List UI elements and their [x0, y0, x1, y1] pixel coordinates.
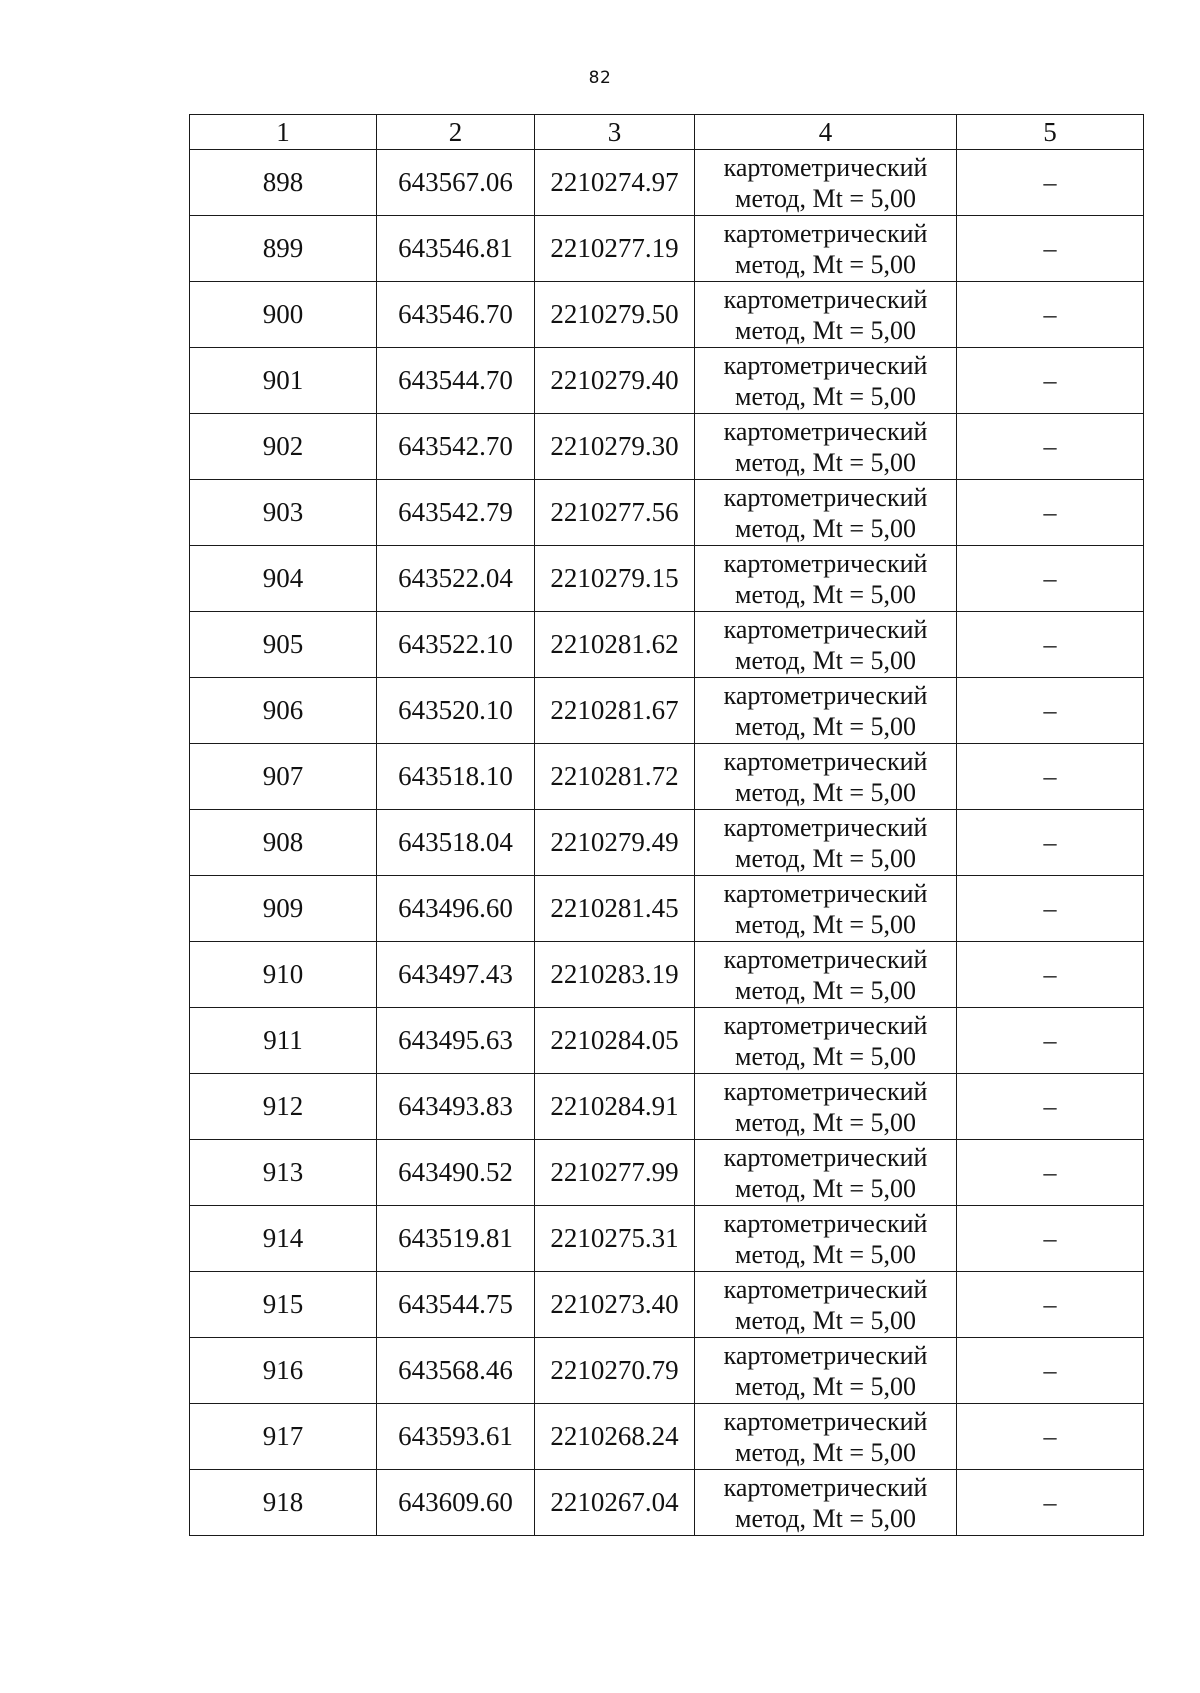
note-cell: – [957, 1074, 1144, 1140]
page-number: 82 [588, 68, 612, 88]
point-number: 909 [190, 876, 377, 942]
method-line-1: картометрический [723, 812, 928, 842]
table-row [190, 1338, 1144, 1404]
method-cell [695, 546, 957, 612]
method-cell [695, 414, 957, 480]
point-number: 916 [190, 1338, 377, 1404]
note-cell: – [957, 348, 1144, 414]
table-row [190, 1206, 1144, 1272]
table-header [190, 115, 1144, 150]
note-cell: – [957, 1272, 1144, 1338]
coordinate-y: 2210281.67 [535, 678, 695, 744]
note-cell: – [957, 810, 1144, 876]
method-line-1: картометрический [723, 218, 928, 248]
table-row [190, 1272, 1144, 1338]
method-line-1: картометрический [723, 614, 928, 644]
point-number: 906 [190, 678, 377, 744]
method-line-1: картометрический [723, 1406, 928, 1436]
coordinate-y: 2210268.24 [535, 1404, 695, 1470]
method-cell [695, 1272, 957, 1338]
table-row [190, 480, 1144, 546]
coordinate-y: 2210277.56 [535, 480, 695, 546]
note-cell: – [957, 480, 1144, 546]
point-number: 917 [190, 1404, 377, 1470]
coordinate-x: 643568.46 [377, 1338, 535, 1404]
table-row [190, 414, 1144, 480]
point-number: 912 [190, 1074, 377, 1140]
point-number: 907 [190, 744, 377, 810]
method-line-2: метод, Mt = 5,00 [735, 1107, 916, 1137]
coordinate-y: 2210277.19 [535, 216, 695, 282]
header-row [190, 115, 1144, 150]
coordinate-x: 643496.60 [377, 876, 535, 942]
coordinate-x: 643493.83 [377, 1074, 535, 1140]
method-cell [695, 810, 957, 876]
coordinate-y: 2210284.05 [535, 1008, 695, 1074]
method-line-2: метод, Mt = 5,00 [735, 1041, 916, 1071]
method-line-2: метод, Mt = 5,00 [735, 975, 916, 1005]
method-cell [695, 1338, 957, 1404]
method-line-2: метод, Mt = 5,00 [735, 315, 916, 345]
header-col-2: 2 [377, 115, 535, 150]
coordinate-y: 2210267.04 [535, 1470, 695, 1536]
coordinates-table [189, 114, 1144, 1536]
method-line-1: картометрический [723, 1274, 928, 1304]
method-cell [695, 942, 957, 1008]
coordinate-x: 643519.81 [377, 1206, 535, 1272]
coordinate-y: 2210279.15 [535, 546, 695, 612]
header-col-1: 1 [190, 115, 377, 150]
coordinate-x: 643490.52 [377, 1140, 535, 1206]
point-number: 911 [190, 1008, 377, 1074]
point-number: 908 [190, 810, 377, 876]
table-body [190, 150, 1144, 1536]
coordinate-x: 643593.61 [377, 1404, 535, 1470]
method-cell [695, 348, 957, 414]
method-line-2: метод, Mt = 5,00 [735, 447, 916, 477]
method-line-1: картометрический [723, 746, 928, 776]
method-line-1: картометрический [723, 878, 928, 908]
method-line-2: метод, Mt = 5,00 [735, 1437, 916, 1467]
method-line-2: метод, Mt = 5,00 [735, 1173, 916, 1203]
coordinate-x: 643520.10 [377, 678, 535, 744]
method-line-1: картометрический [723, 1340, 928, 1370]
method-line-2: метод, Mt = 5,00 [735, 909, 916, 939]
coordinate-x: 643567.06 [377, 150, 535, 216]
method-line-1: картометрический [723, 680, 928, 710]
method-line-2: метод, Mt = 5,00 [735, 183, 916, 213]
method-line-1: картометрический [723, 284, 928, 314]
point-number: 901 [190, 348, 377, 414]
note-cell: – [957, 150, 1144, 216]
method-cell [695, 1074, 957, 1140]
note-cell: – [957, 414, 1144, 480]
method-line-2: метод, Mt = 5,00 [735, 711, 916, 741]
coordinate-x: 643522.04 [377, 546, 535, 612]
coordinate-y: 2210284.91 [535, 1074, 695, 1140]
method-line-2: метод, Mt = 5,00 [735, 513, 916, 543]
method-line-1: картометрический [723, 350, 928, 380]
table-row [190, 612, 1144, 678]
point-number: 902 [190, 414, 377, 480]
method-cell [695, 1206, 957, 1272]
method-line-1: картометрический [723, 1076, 928, 1106]
note-cell: – [957, 546, 1144, 612]
table-row [190, 546, 1144, 612]
method-line-2: метод, Mt = 5,00 [735, 1305, 916, 1335]
method-line-1: картометрический [723, 152, 928, 182]
coordinate-x: 643495.63 [377, 1008, 535, 1074]
coordinate-x: 643546.70 [377, 282, 535, 348]
coordinate-x: 643609.60 [377, 1470, 535, 1536]
method-line-2: метод, Mt = 5,00 [735, 1371, 916, 1401]
table-row [190, 1140, 1144, 1206]
table-row [190, 1470, 1144, 1536]
method-cell [695, 1140, 957, 1206]
coordinate-y: 2210275.31 [535, 1206, 695, 1272]
coordinate-y: 2210279.40 [535, 348, 695, 414]
coordinate-y: 2210279.49 [535, 810, 695, 876]
note-cell: – [957, 678, 1144, 744]
method-cell [695, 480, 957, 546]
coordinate-x: 643497.43 [377, 942, 535, 1008]
point-number: 915 [190, 1272, 377, 1338]
note-cell: – [957, 744, 1144, 810]
note-cell: – [957, 1338, 1144, 1404]
coordinate-y: 2210277.99 [535, 1140, 695, 1206]
method-cell [695, 150, 957, 216]
method-cell [695, 216, 957, 282]
method-line-1: картометрический [723, 416, 928, 446]
coordinate-y: 2210279.50 [535, 282, 695, 348]
method-line-1: картометрический [723, 548, 928, 578]
point-number: 903 [190, 480, 377, 546]
table-row [190, 942, 1144, 1008]
coordinate-x: 643542.79 [377, 480, 535, 546]
point-number: 900 [190, 282, 377, 348]
method-line-2: метод, Mt = 5,00 [735, 1503, 916, 1533]
method-cell [695, 1404, 957, 1470]
coordinate-x: 643542.70 [377, 414, 535, 480]
note-cell: – [957, 1008, 1144, 1074]
coordinate-y: 2210274.97 [535, 150, 695, 216]
coordinate-x: 643544.70 [377, 348, 535, 414]
point-number: 910 [190, 942, 377, 1008]
method-line-1: картометрический [723, 1472, 928, 1502]
table-row [190, 348, 1144, 414]
table-row [190, 1008, 1144, 1074]
method-line-2: метод, Mt = 5,00 [735, 249, 916, 279]
coordinate-x: 643518.10 [377, 744, 535, 810]
method-cell [695, 1470, 957, 1536]
method-line-2: метод, Mt = 5,00 [735, 777, 916, 807]
table-row [190, 678, 1144, 744]
table-row [190, 810, 1144, 876]
note-cell: – [957, 876, 1144, 942]
table-row [190, 1404, 1144, 1470]
header-col-5: 5 [957, 115, 1144, 150]
method-line-2: метод, Mt = 5,00 [735, 381, 916, 411]
table-row [190, 216, 1144, 282]
point-number: 918 [190, 1470, 377, 1536]
coordinate-y: 2210273.40 [535, 1272, 695, 1338]
coordinate-y: 2210281.62 [535, 612, 695, 678]
method-line-2: метод, Mt = 5,00 [735, 645, 916, 675]
method-line-2: метод, Mt = 5,00 [735, 1239, 916, 1269]
point-number: 905 [190, 612, 377, 678]
note-cell: – [957, 612, 1144, 678]
coordinate-x: 643544.75 [377, 1272, 535, 1338]
note-cell: – [957, 1404, 1144, 1470]
method-cell [695, 876, 957, 942]
coordinate-y: 2210283.19 [535, 942, 695, 1008]
point-number: 898 [190, 150, 377, 216]
table-row [190, 744, 1144, 810]
table-row [190, 1074, 1144, 1140]
method-line-2: метод, Mt = 5,00 [735, 579, 916, 609]
header-col-3: 3 [535, 115, 695, 150]
note-cell: – [957, 1206, 1144, 1272]
point-number: 913 [190, 1140, 377, 1206]
table-row [190, 150, 1144, 216]
note-cell: – [957, 1470, 1144, 1536]
method-cell [695, 282, 957, 348]
method-line-1: картометрический [723, 1010, 928, 1040]
table-row [190, 282, 1144, 348]
point-number: 899 [190, 216, 377, 282]
note-cell: – [957, 216, 1144, 282]
coordinate-y: 2210279.30 [535, 414, 695, 480]
method-line-1: картометрический [723, 1142, 928, 1172]
method-line-1: картометрический [723, 944, 928, 974]
coordinate-x: 643546.81 [377, 216, 535, 282]
note-cell: – [957, 282, 1144, 348]
header-col-4: 4 [695, 115, 957, 150]
method-line-1: картометрический [723, 1208, 928, 1238]
note-cell: – [957, 1140, 1144, 1206]
method-cell [695, 678, 957, 744]
method-line-2: метод, Mt = 5,00 [735, 843, 916, 873]
coordinate-x: 643518.04 [377, 810, 535, 876]
method-line-1: картометрический [723, 482, 928, 512]
method-cell [695, 1008, 957, 1074]
coordinate-y: 2210270.79 [535, 1338, 695, 1404]
coordinate-y: 2210281.45 [535, 876, 695, 942]
coordinate-y: 2210281.72 [535, 744, 695, 810]
table-row [190, 876, 1144, 942]
point-number: 904 [190, 546, 377, 612]
coordinate-x: 643522.10 [377, 612, 535, 678]
method-cell [695, 744, 957, 810]
method-cell [695, 612, 957, 678]
note-cell: – [957, 942, 1144, 1008]
point-number: 914 [190, 1206, 377, 1272]
